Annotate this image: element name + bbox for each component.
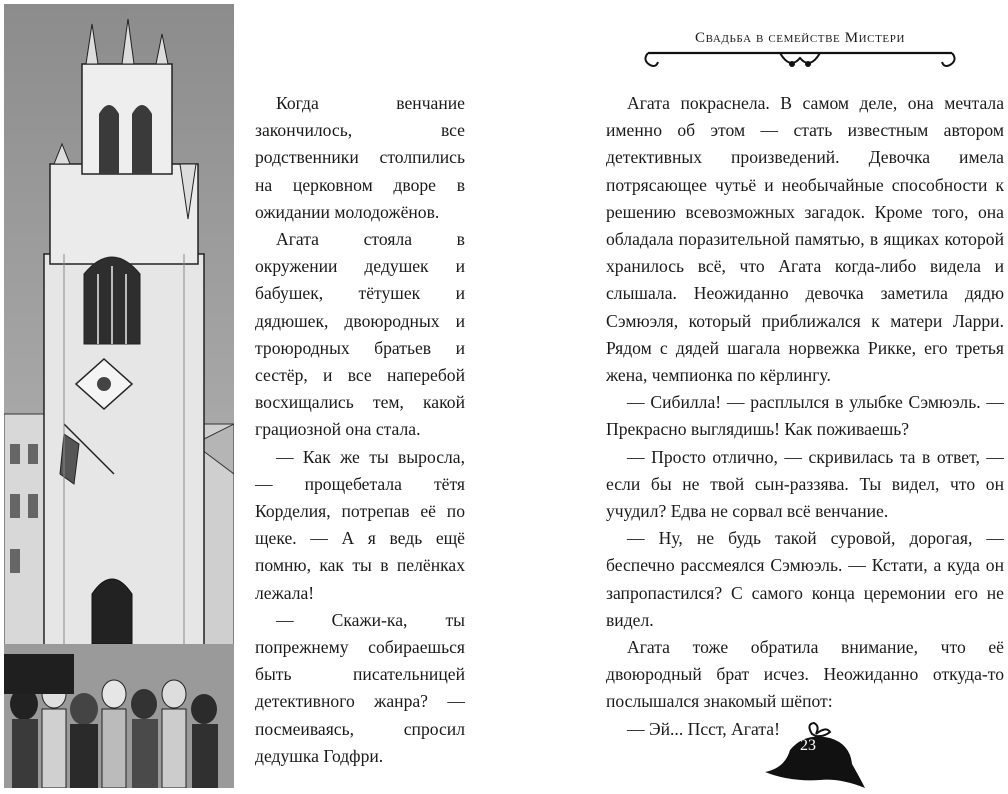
- running-head: Свадьба в семействе Мистери: [694, 30, 906, 46]
- left-text-column: [255, 90, 465, 770]
- right-paragraph: — Сибилла! — расплылся в улыбке Сэмюэль. — Прекрасно выглядишь! Как поживаешь?: [606, 392, 1004, 440]
- right-paragraph: Агата тоже обратила внимание, что её двоюродный брат исчез. Неожиданно откуда-то послышался знакомый шёпот:: [606, 637, 1004, 712]
- left-paragraph: — Как же ты выросла, — прощебетала тётя Корделия, потрепав её по щеке. — А я ведь ещё помню, как ты в пелёнках лежала!: [255, 446, 465, 603]
- page-number: 23: [800, 737, 816, 754]
- right-paragraph: — Ну, не будь такой суровой, дорогая, — беспечно рассмеялся Сэмюэль. — Кстати, а куда он запропастился? С самого конца церемонии его не видел.: [606, 528, 1004, 630]
- ornament-divider: [640, 48, 960, 78]
- left-paragraph: Когда венчание закончилось, все родственники столпились на церковном дворе в ожидании молодожёнов.: [255, 93, 465, 222]
- hat-page-badge-icon: [760, 720, 870, 790]
- left-paragraph: Агата стояла в окружении дедушек и бабушек, тётушек и дядюшек, двоюродных и троюродных братьев и сестёр, и все наперебой восхищались тем, какой грациозной она стала.: [255, 229, 465, 440]
- right-text-column: [606, 90, 1004, 743]
- right-paragraph: — Эй... Псст, Агата!: [627, 718, 780, 739]
- church-illustration: [4, 4, 234, 788]
- right-paragraph: — Просто отлично, — скривилась та в ответ, — если бы не твой сын-раззява. Ты видел, что он учудил? Едва не сорвал всё венчание.: [606, 446, 1004, 522]
- left-paragraph: — Скажи-ка, ты попрежнему собираешься быть писательницей детективного жанра? — посмеиваясь, спросил дедушка Годфри.: [255, 609, 465, 766]
- right-paragraph: Агата покраснела. В самом деле, она мечтала именно об этом — стать известным автором детективных произведений. Девочка имела потрясающее чутьё и необычайные способности к решению всевозможных загадок. Кроме того, она обладала поразительной памятью, в ящиках которой хранилось всё, что Агата когда-либо видела и слышала. Неожиданно девочка заметила дядю Сэмюэля, который приближался к матери Ларри. Рядом с дядей шагала норвежка Рикке, его третья жена, чемпионка по кёрлингу.: [606, 93, 1004, 386]
